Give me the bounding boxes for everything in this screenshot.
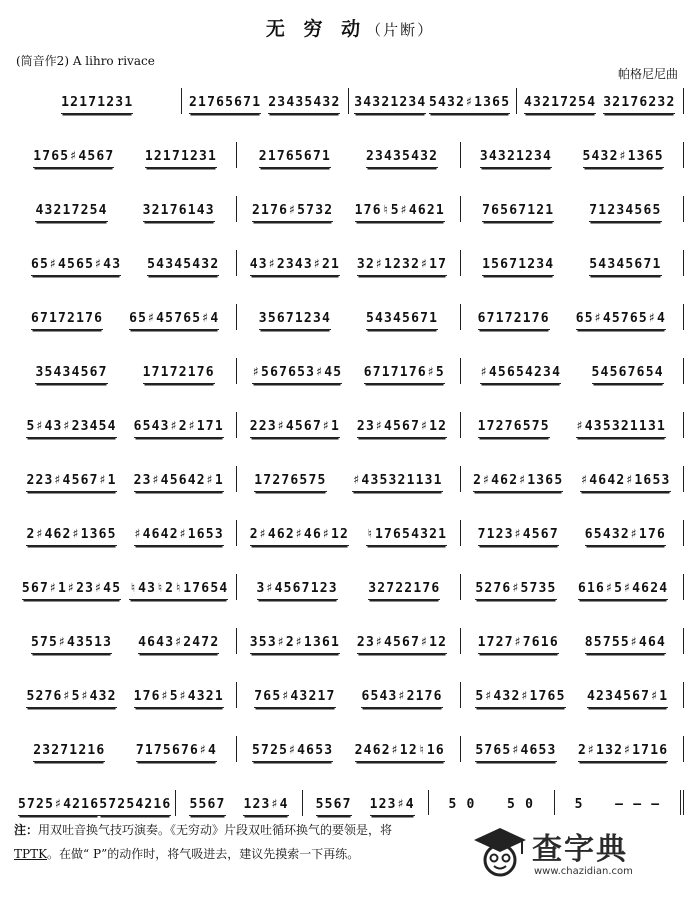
score-line xyxy=(14,682,684,736)
note-group: 32176143 xyxy=(143,196,215,222)
score-line xyxy=(14,358,684,412)
logo-url: www.chazidian.com xyxy=(534,866,633,877)
note-group: 43♯2343♯21 xyxy=(250,250,340,276)
measure xyxy=(460,628,684,654)
note-group: 616♯5♯4624 xyxy=(578,574,668,600)
graduation-cap-icon xyxy=(472,822,528,880)
note-group: 6543♯2176 xyxy=(361,682,442,708)
note-group: 34321234 xyxy=(480,142,552,168)
logo-name: 查字典 xyxy=(532,832,628,867)
note-group: 71234565 xyxy=(589,196,661,222)
note-group: 5♯43♯23454 xyxy=(26,412,116,438)
note-group: 123♯4 xyxy=(243,790,288,816)
note-group: 1727♯7616 xyxy=(478,628,559,654)
note-group: 7175676♯4 xyxy=(136,736,217,762)
measure xyxy=(236,520,459,546)
note-group: 5276♯5735 xyxy=(475,574,556,600)
measure xyxy=(236,250,459,276)
note-group: 5567 xyxy=(316,790,352,816)
note-group: 5765♯4653 xyxy=(475,736,556,762)
measure xyxy=(14,682,236,708)
note-group: 43217254 xyxy=(35,196,107,222)
note-group: 575♯43513 xyxy=(31,628,112,654)
measure xyxy=(460,196,684,222)
piece-title-block xyxy=(0,14,700,41)
note-group: 353♯2♯1361 xyxy=(250,628,340,654)
footnote-line-2: 。在做“ P”的动作时，将气吸进去，建议先摸索一下再练。 xyxy=(47,847,360,861)
measure xyxy=(460,466,684,492)
note-group: 2♯462♯46♯12 xyxy=(250,520,349,546)
note-group: 5276♯5♯432 xyxy=(26,682,116,708)
measure xyxy=(302,790,428,816)
measure xyxy=(460,142,684,168)
note-group: ♯567653♯45 xyxy=(252,358,342,384)
measure xyxy=(236,628,459,654)
note-group: 57254216 xyxy=(99,790,171,816)
note-group: 223♯4567♯1 xyxy=(26,466,116,492)
note-group: 5 xyxy=(574,797,584,812)
note-group: 54345671 xyxy=(589,250,661,276)
note-group: 54567654 xyxy=(592,358,664,384)
note-group: 15671234 xyxy=(482,250,554,276)
measure xyxy=(14,574,236,600)
note-group: 2♯132♯1716 xyxy=(578,736,668,762)
measure xyxy=(236,574,459,600)
note-group: 4234567♯1 xyxy=(587,682,668,708)
note-group: 223♯4567♯1 xyxy=(250,412,340,438)
note-group: 23271216 xyxy=(33,736,105,762)
measure xyxy=(460,250,684,276)
note-group: 67172176 xyxy=(478,304,550,330)
measure xyxy=(236,196,459,222)
note-group: ♮43♮2♮17654 xyxy=(129,574,228,600)
score-line xyxy=(14,412,684,466)
measure xyxy=(14,142,236,168)
score-line xyxy=(14,88,684,142)
note-group: 5432♯1365 xyxy=(583,142,664,168)
note-group: 23♯4567♯12 xyxy=(357,412,447,438)
measure xyxy=(236,142,459,168)
note-group: 35434567 xyxy=(35,358,107,384)
note-group: 17276575 xyxy=(478,412,550,438)
score-line xyxy=(14,142,684,196)
note-group: 34321234 xyxy=(354,88,426,114)
note-group: 32♯1232♯17 xyxy=(357,250,447,276)
note-group: 5♯432♯1765 xyxy=(475,682,565,708)
note-group: 12171231 xyxy=(61,88,133,114)
note-group: 3♯4567123 xyxy=(257,574,338,600)
note-group: ♯4642♯1653 xyxy=(580,466,670,492)
note-group: 2176♯5732 xyxy=(252,196,333,222)
note-group: 17172176 xyxy=(143,358,215,384)
note-group: 5567 xyxy=(189,790,225,816)
note-group: 23435432 xyxy=(366,142,438,168)
note-group: 4643♯2472 xyxy=(138,628,219,654)
note-group: 54345671 xyxy=(366,304,438,330)
measure xyxy=(14,88,181,114)
note-group: 23♯45642♯1 xyxy=(134,466,224,492)
note-group: 21765671 xyxy=(259,142,331,168)
tempo-marking: (筒音作2) A lihro rivace xyxy=(16,54,155,68)
note-group: 5725♯4653 xyxy=(252,736,333,762)
score-line xyxy=(14,466,684,520)
measure xyxy=(236,682,459,708)
measure xyxy=(348,88,516,114)
note-group: 6717176♯5 xyxy=(364,358,445,384)
note-group: 567♯1♯23♯45 xyxy=(22,574,121,600)
footnote-tptk: TPTK xyxy=(14,847,48,861)
measure xyxy=(14,358,236,384)
note-group: 65♯4565♯43 xyxy=(31,250,121,276)
score-line xyxy=(14,736,684,790)
measure xyxy=(175,790,301,816)
measure xyxy=(236,412,459,438)
note-group: 12171231 xyxy=(145,142,217,168)
score-line xyxy=(14,196,684,250)
measure xyxy=(14,250,236,276)
piece-subtitle: （片断） xyxy=(366,21,435,39)
note-group: 23♯4567♯12 xyxy=(357,628,447,654)
measure xyxy=(181,88,349,114)
measure xyxy=(14,520,236,546)
measure xyxy=(236,304,459,330)
score-line xyxy=(14,304,684,358)
note-group: 35671234 xyxy=(259,304,331,330)
measure xyxy=(460,412,684,438)
footnote xyxy=(14,818,484,866)
note-group: 176♮5♯4621 xyxy=(355,196,445,222)
measure xyxy=(14,736,236,762)
score-line xyxy=(14,520,684,574)
note-group: 5 0 xyxy=(448,797,476,812)
measure xyxy=(14,628,236,654)
measure xyxy=(236,358,459,384)
note-group: 85755♯464 xyxy=(585,628,666,654)
score-line xyxy=(14,628,684,682)
score-line xyxy=(14,574,684,628)
measure xyxy=(460,736,684,762)
note-group: 176♯5♯4321 xyxy=(134,682,224,708)
note-group: 21765671 xyxy=(189,88,261,114)
measure xyxy=(460,682,684,708)
measure xyxy=(14,196,236,222)
note-group: 65♯45765♯4 xyxy=(129,304,219,330)
measure xyxy=(14,790,175,816)
music-score xyxy=(14,88,684,844)
footnote-label: 注： xyxy=(14,823,39,837)
measure xyxy=(460,574,684,600)
note-group: 765♯43217 xyxy=(254,682,335,708)
note-group: 6543♯2♯171 xyxy=(134,412,224,438)
measure xyxy=(428,790,554,815)
note-group: 43217254 xyxy=(524,88,596,114)
measure xyxy=(460,520,684,546)
note-group: ♯45654234 xyxy=(480,358,561,384)
measure xyxy=(516,88,685,114)
note-group: 2462♯12♮16 xyxy=(355,736,445,762)
measure xyxy=(554,790,684,815)
measure xyxy=(236,736,459,762)
note-group: ♯435321131 xyxy=(576,412,666,438)
measure xyxy=(14,412,236,438)
note-group: 5725♯4216 xyxy=(18,790,99,816)
note-group: ♯4642♯1653 xyxy=(134,520,224,546)
watermark-logo xyxy=(472,818,672,888)
note-group: 123♯4 xyxy=(370,790,415,816)
note-group: 54345432 xyxy=(147,250,219,276)
note-group: 67172176 xyxy=(31,304,103,330)
footnote-line-1: 用双吐音换气技巧演奏。《无穷动》片段双吐循环换气的要领是，将 xyxy=(38,823,393,837)
measure xyxy=(14,304,236,330)
note-group: 17276575 xyxy=(254,466,326,492)
note-group: 65♯45765♯4 xyxy=(576,304,666,330)
note-group: 32176232 xyxy=(603,88,675,114)
piece-title: 无 穷 动 xyxy=(265,18,367,40)
note-group: 2♯462♯1365 xyxy=(473,466,563,492)
note-group: 5 0 xyxy=(507,797,535,812)
composer-credit: 帕格尼尼曲 xyxy=(617,67,678,81)
note-group: — — — xyxy=(615,797,661,812)
note-group: 76567121 xyxy=(482,196,554,222)
note-group: 23435432 xyxy=(268,88,340,114)
measure xyxy=(460,304,684,330)
note-group: 1765♯4567 xyxy=(33,142,114,168)
measure xyxy=(236,466,459,492)
note-group: ♯435321131 xyxy=(352,466,442,492)
score-line xyxy=(14,250,684,304)
note-group: 32722176 xyxy=(368,574,440,600)
measure xyxy=(460,358,684,384)
note-group: 7123♯4567 xyxy=(478,520,559,546)
note-group: ♮17654321 xyxy=(366,520,447,546)
note-group: 5432♯1365 xyxy=(429,88,510,114)
note-group: 2♯462♯1365 xyxy=(26,520,116,546)
note-group: 65432♯176 xyxy=(585,520,666,546)
measure xyxy=(14,466,236,492)
